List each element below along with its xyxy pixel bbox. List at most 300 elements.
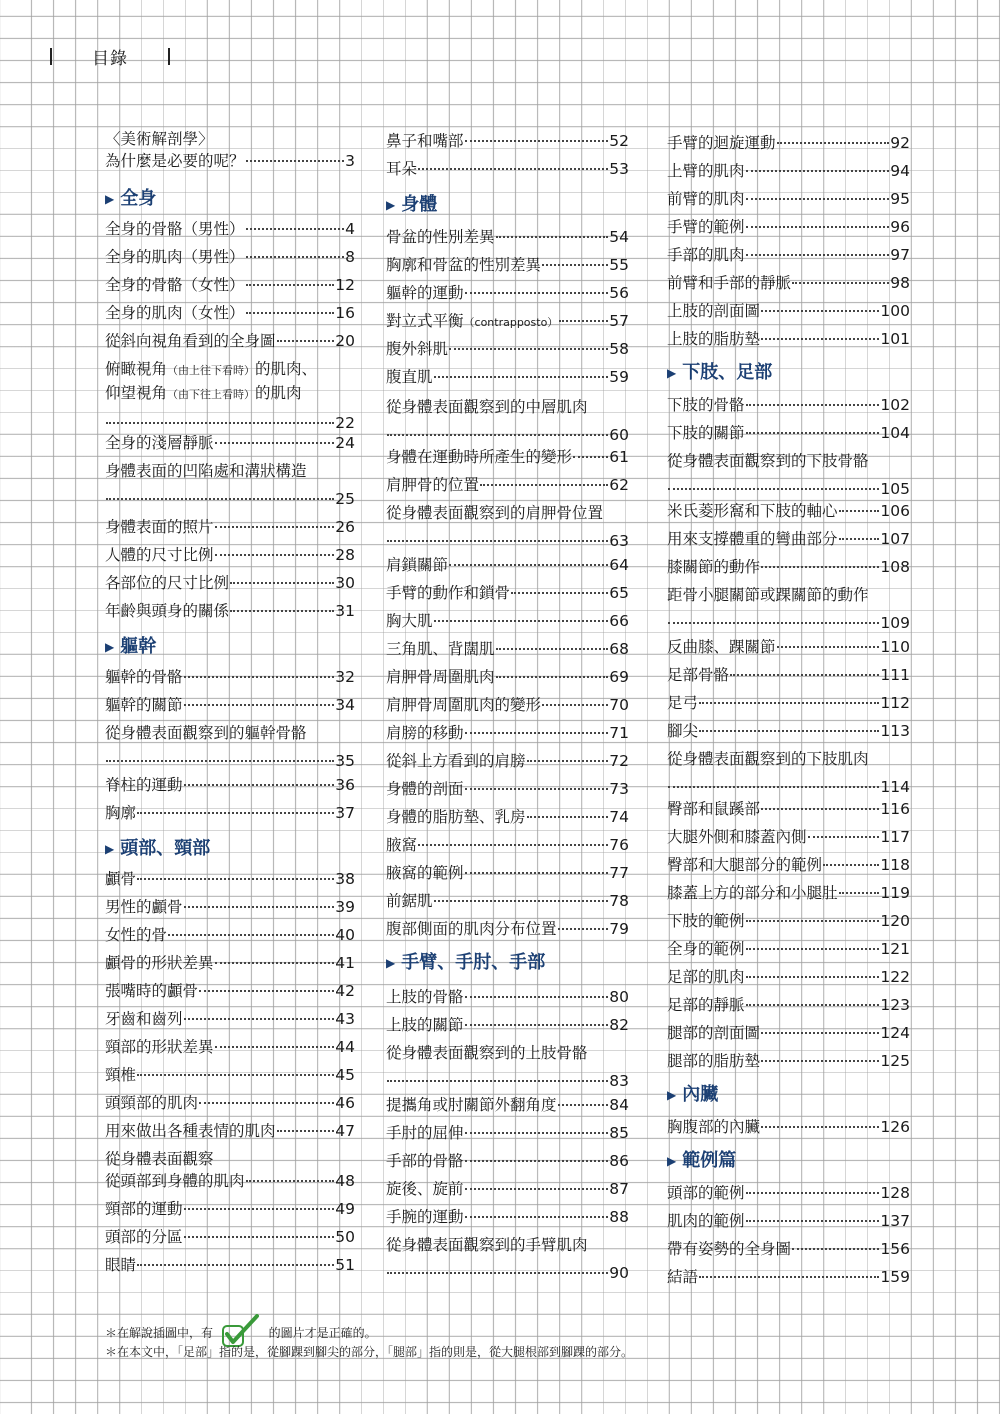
toc-entry xyxy=(667,422,910,444)
toc-entry xyxy=(386,446,629,468)
toc-page-number: 123 xyxy=(880,996,910,1014)
toc-entry-title: 手臂的迴旋運動 xyxy=(667,134,776,152)
toc-page-number: 137 xyxy=(880,1212,910,1230)
toc-entry-line xyxy=(105,544,355,566)
toc-entry xyxy=(105,274,355,296)
toc-entry xyxy=(105,802,355,824)
toc-entry-line xyxy=(105,1036,355,1058)
toc-entry-line xyxy=(105,516,355,538)
toc-entry-title: 臀部和大腿部分的範例 xyxy=(667,856,823,874)
toc-entry-line xyxy=(386,1014,629,1036)
toc-leader-dots xyxy=(449,348,608,350)
toc-page-number: 77 xyxy=(609,864,629,882)
toc-entry xyxy=(105,952,355,974)
toc-section-heading xyxy=(386,194,629,216)
toc-entry-title: 胸大肌 xyxy=(386,612,433,630)
toc-section-heading xyxy=(667,1150,910,1172)
toc-entry-line xyxy=(667,882,910,904)
toc-page-number: 92 xyxy=(890,134,910,152)
toc-entry-title: 前鋸肌 xyxy=(386,892,433,910)
toc-entry xyxy=(667,1210,910,1232)
toc-leader-dots xyxy=(761,566,879,568)
toc-page-number: 82 xyxy=(609,1016,629,1034)
toc-entry-title-line: 從身體表面觀察到的中層肌肉 xyxy=(386,398,588,416)
toc-entry xyxy=(105,694,355,716)
toc-entry-line xyxy=(386,310,629,334)
toc-entry xyxy=(667,1022,910,1044)
toc-entry-title: 足部骨骼 xyxy=(667,666,730,684)
section-label: 頭部、頸部 xyxy=(120,838,211,859)
toc-entry xyxy=(667,556,910,578)
toc-entry-line xyxy=(386,986,629,1008)
toc-entry xyxy=(105,1120,355,1142)
toc-entry xyxy=(386,1042,629,1092)
toc-entry-line xyxy=(386,806,629,828)
toc-entry-title: 從頭部到身體的肌肉 xyxy=(105,1172,245,1190)
toc-page-number: 28 xyxy=(335,546,355,564)
toc-leader-dots xyxy=(558,1104,609,1106)
toc-entry-line xyxy=(667,300,910,322)
toc-entry-line xyxy=(667,1022,910,1044)
toc-entry-line xyxy=(667,1210,910,1232)
toc-leader-dots xyxy=(277,340,335,342)
toc-entry xyxy=(386,1234,629,1284)
toc-page-number: 38 xyxy=(335,870,355,888)
toc-entry-line xyxy=(105,802,355,824)
toc-entry xyxy=(386,986,629,1008)
toc-entry-line xyxy=(386,862,629,884)
toc-entry-title: 女性的骨 xyxy=(105,926,168,944)
toc-entry-line xyxy=(105,432,355,454)
toc-entry-title: 上臂的肌肉 xyxy=(667,162,745,180)
toc-leader-dots xyxy=(106,422,334,424)
toc-entry-title: 年齡與頭身的關係 xyxy=(105,602,230,620)
toc-entry xyxy=(105,924,355,946)
toc-entry-title: 上肢的剖面圖 xyxy=(667,302,761,320)
toc-entry xyxy=(386,254,629,276)
toc-entry xyxy=(386,722,629,744)
toc-page-number: 8 xyxy=(345,248,355,266)
toc-leader-dots xyxy=(434,620,609,622)
toc-entry-title: 結語 xyxy=(667,1268,699,1286)
toc-page-number: 86 xyxy=(609,1152,629,1170)
toc-page-number: 107 xyxy=(880,530,910,548)
triangle-icon: ▶ xyxy=(667,1154,677,1168)
toc-entry-title-line: 從身體表面觀察到的下肢肌肉 xyxy=(667,750,869,768)
triangle-icon: ▶ xyxy=(667,366,677,380)
toc-entry-title: 手部的肌肉 xyxy=(667,246,745,264)
toc-entry xyxy=(667,160,910,182)
toc-entry-line xyxy=(105,412,355,434)
header-bar-left xyxy=(50,48,52,65)
toc-leader-dots xyxy=(184,676,335,678)
toc-leader-dots xyxy=(761,338,879,340)
toc-entry-line xyxy=(667,1050,910,1072)
toc-entry-line xyxy=(105,896,355,918)
toc-leader-dots xyxy=(434,900,609,902)
toc-entry xyxy=(386,396,629,446)
toc-entry-title: 腋窩 xyxy=(386,836,418,854)
triangle-icon: ▶ xyxy=(667,1088,677,1102)
toc-entry-line xyxy=(386,638,629,660)
toc-leader-dots xyxy=(746,170,890,172)
section-label: 全身 xyxy=(120,188,157,209)
toc-entry xyxy=(667,720,910,742)
toc-page-number: 159 xyxy=(880,1268,910,1286)
toc-leader-dots xyxy=(465,788,609,790)
toc-entry-title: 腹外斜肌 xyxy=(386,340,449,358)
toc-entry-line xyxy=(105,666,355,688)
toc-leader-dots xyxy=(215,442,335,444)
toc-leader-dots xyxy=(699,730,879,732)
toc-page-number: 124 xyxy=(880,1024,910,1042)
toc-entry xyxy=(667,300,910,322)
toc-entry-line xyxy=(105,1120,355,1142)
toc-entry-title: 張嘴時的顱骨 xyxy=(105,982,199,1000)
toc-entry xyxy=(386,862,629,884)
toc-entry-line xyxy=(105,600,355,622)
toc-entry-title: 各部位的尺寸比例 xyxy=(105,574,230,592)
toc-entry-line xyxy=(667,826,910,848)
toc-entry-line xyxy=(386,1150,629,1172)
toc-leader-dots xyxy=(668,786,879,788)
toc-entry-line xyxy=(667,692,910,714)
toc-page-number: 65 xyxy=(609,584,629,602)
toc-leader-dots xyxy=(449,564,608,566)
toc-entry-title: 骨盆的性別差異 xyxy=(386,228,495,246)
toc-entry xyxy=(667,966,910,988)
toc-entry-line xyxy=(105,488,355,510)
toc-page-number: 41 xyxy=(335,954,355,972)
toc-page-number: 24 xyxy=(335,434,355,452)
toc-entry-title: 對立式平衡（contrapposto） xyxy=(386,312,559,330)
toc-entry-title-line: 俯瞰視角（由上往下看時）的肌肉、 xyxy=(105,360,318,378)
toc-page-number: 53 xyxy=(609,160,629,178)
toc-entry-title: 反曲膝、踝關節 xyxy=(667,638,776,656)
toc-leader-dots xyxy=(699,1276,879,1278)
toc-entry-title: 顱骨的形狀差異 xyxy=(105,954,214,972)
toc-entry xyxy=(386,638,629,660)
toc-leader-dots xyxy=(199,1102,334,1104)
toc-leader-dots xyxy=(465,732,609,734)
toc-leader-dots xyxy=(746,1220,880,1222)
toc-entry xyxy=(105,516,355,538)
toc-page-number: 84 xyxy=(609,1096,629,1114)
toc-entry xyxy=(667,938,910,960)
toc-page-number: 121 xyxy=(880,940,910,958)
toc-leader-dots xyxy=(246,312,335,314)
toc-entry-line xyxy=(105,246,355,268)
toc-page-number: 30 xyxy=(335,574,355,592)
toc-entry-title: 上肢的骨骼 xyxy=(386,988,464,1006)
toc-entry-line xyxy=(105,572,355,594)
toc-page-number: 68 xyxy=(609,640,629,658)
toc-page-number: 39 xyxy=(335,898,355,916)
toc-entry xyxy=(105,218,355,240)
toc-entry-title: 耳朵 xyxy=(386,160,418,178)
toc-entry-line xyxy=(386,338,629,360)
toc-entry-line xyxy=(667,188,910,210)
toc-entry-title: 上肢的脂肪墊 xyxy=(667,330,761,348)
toc-leader-dots xyxy=(465,1188,609,1190)
toc-section-heading xyxy=(386,952,629,974)
triangle-icon: ▶ xyxy=(105,842,115,856)
toc-entry-line xyxy=(105,1064,355,1086)
toc-entry-line xyxy=(105,750,355,772)
toc-leader-dots xyxy=(387,1080,608,1082)
toc-page-number: 12 xyxy=(335,276,355,294)
toc-entry-line xyxy=(105,150,355,172)
toc-leader-dots xyxy=(230,582,334,584)
toc-entry-title: 身體表面的照片 xyxy=(105,518,214,536)
toc-entry-title: 用來支撐體重的彎曲部分 xyxy=(667,530,838,548)
toc-entry xyxy=(667,394,910,416)
toc-entry-line xyxy=(386,130,629,152)
toc-leader-dots xyxy=(746,948,880,950)
toc-leader-dots xyxy=(137,1074,334,1076)
toc-entry xyxy=(386,750,629,772)
toc-entry-line xyxy=(105,868,355,890)
toc-leader-dots xyxy=(137,812,334,814)
toc-leader-dots xyxy=(746,1192,880,1194)
toc-leader-dots xyxy=(215,526,335,528)
toc-entry-line xyxy=(105,774,355,796)
toc-section-heading xyxy=(105,838,355,860)
toc-entry-line xyxy=(667,500,910,522)
toc-leader-dots xyxy=(465,1024,609,1026)
toc-leader-dots xyxy=(761,310,879,312)
toc-leader-dots xyxy=(184,1208,335,1210)
toc-leader-dots xyxy=(480,484,608,486)
section-label: 身體 xyxy=(401,194,438,215)
toc-page-number: 3 xyxy=(345,152,355,170)
toc-entry-title: 脊柱的運動 xyxy=(105,776,183,794)
toc-leader-dots xyxy=(434,376,609,378)
toc-entry xyxy=(386,1178,629,1200)
toc-page-number: 80 xyxy=(609,988,629,1006)
toc-leader-dots xyxy=(465,1132,609,1134)
toc-entry xyxy=(105,330,355,352)
toc-entry-title: 全身的淺層靜脈 xyxy=(105,434,214,452)
toc-page-number: 36 xyxy=(335,776,355,794)
toc-entry xyxy=(105,980,355,1002)
toc-leader-dots xyxy=(496,676,609,678)
toc-leader-dots xyxy=(792,1248,879,1250)
toc-section-heading xyxy=(667,362,910,384)
toc-entry-title: 肩胛骨的位置 xyxy=(386,476,480,494)
toc-entry-note: （contrapposto） xyxy=(463,316,559,329)
toc-entry xyxy=(105,1254,355,1276)
toc-page-number: 31 xyxy=(335,602,355,620)
toc-entry-line xyxy=(667,216,910,238)
toc-page-number: 56 xyxy=(609,284,629,302)
toc-leader-dots xyxy=(184,784,335,786)
toc-entry xyxy=(386,694,629,716)
toc-entry-line xyxy=(386,722,629,744)
toc-entry xyxy=(386,1122,629,1144)
toc-entry xyxy=(386,310,629,334)
toc-leader-dots xyxy=(184,704,335,706)
toc-entry-title: 軀幹的骨骼 xyxy=(105,668,183,686)
toc-section-heading xyxy=(105,188,355,210)
toc-entry-title: 從斜向視角看到的全身圖 xyxy=(105,332,276,350)
toc-entry xyxy=(667,132,910,154)
toc-entry-title: 全身的範例 xyxy=(667,940,745,958)
toc-entry-title-line: 從身體表面觀察到的下肢骨骼 xyxy=(667,452,869,470)
toc-entry xyxy=(667,328,910,350)
toc-page-number: 72 xyxy=(609,752,629,770)
toc-entry-line xyxy=(667,994,910,1016)
toc-page-number: 70 xyxy=(609,696,629,714)
section-label: 軀幹 xyxy=(120,636,157,657)
toc-entry-line xyxy=(386,918,629,940)
toc-leader-dots xyxy=(246,1180,335,1182)
toc-leader-dots xyxy=(215,554,335,556)
toc-leader-dots xyxy=(746,404,880,406)
toc-entry xyxy=(105,432,355,454)
toc-entry-line xyxy=(386,582,629,604)
toc-leader-dots xyxy=(465,292,609,294)
toc-page-number: 69 xyxy=(609,668,629,686)
toc-entry-title: 大腿外側和膝蓋內側 xyxy=(667,828,807,846)
toc-entry-title: 身體的剖面 xyxy=(386,780,464,798)
toc-leader-dots xyxy=(558,928,609,930)
toc-entry-line xyxy=(386,610,629,632)
toc-entry-title-line: 從身體表面觀察 xyxy=(105,1150,214,1168)
toc-page-number: 88 xyxy=(609,1208,629,1226)
toc-entry xyxy=(386,610,629,632)
toc-entry xyxy=(386,778,629,800)
toc-entry-line xyxy=(667,478,910,500)
toc-entry-title: 手部的骨骼 xyxy=(386,1152,464,1170)
toc-entry-title: 肩鎖關節 xyxy=(386,556,449,574)
toc-entry xyxy=(667,910,910,932)
toc-entry-line xyxy=(105,924,355,946)
toc-entry-line xyxy=(105,302,355,324)
toc-leader-dots xyxy=(761,1126,879,1128)
toc-leader-dots xyxy=(777,142,890,144)
toc-page-number: 85 xyxy=(609,1124,629,1142)
toc-entry-title: 腹部側面的肌肉分布位置 xyxy=(386,920,557,938)
toc-entry-line xyxy=(386,1122,629,1144)
toc-entry-title: 眼睛 xyxy=(105,1256,137,1274)
section-label: 範例篇 xyxy=(682,1150,737,1171)
toc-entry-line xyxy=(667,938,910,960)
toc-page-number: 37 xyxy=(335,804,355,822)
toc-entry-title: 肌肉的範例 xyxy=(667,1212,745,1230)
toc-leader-dots xyxy=(137,1264,334,1266)
toc-entry-line xyxy=(386,424,629,446)
toc-page-number: 78 xyxy=(609,892,629,910)
toc-entry-line xyxy=(105,1254,355,1276)
page-header xyxy=(50,44,170,69)
toc-leader-dots xyxy=(527,760,609,762)
toc-page-number: 63 xyxy=(609,532,629,550)
toc-entry-title-line: 從身體表面觀察到的上肢骨骼 xyxy=(386,1044,588,1062)
toc-entry xyxy=(105,1008,355,1030)
toc-entry-line xyxy=(105,1226,355,1248)
toc-leader-dots xyxy=(465,1160,609,1162)
toc-entry xyxy=(667,216,910,238)
toc-leader-dots xyxy=(746,432,880,434)
toc-page-number: 60 xyxy=(609,426,629,444)
toc-leader-dots xyxy=(668,622,879,624)
toc-entry-line xyxy=(105,952,355,974)
toc-entry xyxy=(386,1094,629,1116)
toc-entry-title: 全身的骨骼（男性） xyxy=(105,220,245,238)
toc-entry-title: 腳尖 xyxy=(667,722,699,740)
toc-entry-title: 用來做出各種表情的肌肉 xyxy=(105,1122,276,1140)
toc-entry-title: 人體的尺寸比例 xyxy=(105,546,214,564)
toc-entry-line xyxy=(386,158,629,180)
toc-leader-dots xyxy=(215,962,335,964)
toc-leader-dots xyxy=(418,844,608,846)
toc-leader-dots xyxy=(465,1216,609,1218)
toc-page-number: 40 xyxy=(335,926,355,944)
toc-entry-title-line: 從身體表面觀察到的肩胛骨位置 xyxy=(386,504,604,522)
toc-leader-dots xyxy=(511,592,608,594)
toc-page-number: 57 xyxy=(609,312,629,330)
toc-entry xyxy=(667,1266,910,1288)
toc-leader-dots xyxy=(387,1272,608,1274)
toc-entry-title-line: 〈美術解剖學〉 xyxy=(105,130,214,148)
toc-entry xyxy=(667,882,910,904)
toc-entry xyxy=(667,826,910,848)
toc-page-number: 59 xyxy=(609,368,629,386)
toc-leader-dots xyxy=(746,1004,880,1006)
toc-entry-line xyxy=(386,666,629,688)
toc-entry xyxy=(105,774,355,796)
toc-entry-line xyxy=(386,226,629,248)
toc-entry-line xyxy=(667,272,910,294)
toc-leader-dots xyxy=(746,920,880,922)
toc-entry-line xyxy=(667,1266,910,1288)
toc-page-number: 43 xyxy=(335,1010,355,1028)
toc-entry-title: 頸椎 xyxy=(105,1066,137,1084)
toc-entry xyxy=(386,666,629,688)
toc-entry-title: 牙齒和齒列 xyxy=(105,1010,183,1028)
section-label: 下肢、足部 xyxy=(682,362,773,383)
toc-leader-dots xyxy=(761,1032,879,1034)
toc-entry xyxy=(667,244,910,266)
toc-entry xyxy=(105,666,355,688)
toc-entry-line xyxy=(667,244,910,266)
toc-entry-title: 頸部的運動 xyxy=(105,1200,183,1218)
toc-leader-dots xyxy=(496,236,609,238)
toc-leader-dots xyxy=(792,282,889,284)
toc-page-number: 120 xyxy=(880,912,910,930)
footnote-1-after: 的圖片才是正確的。 xyxy=(268,1326,377,1340)
toc-page-number: 55 xyxy=(609,256,629,274)
toc-entry-line xyxy=(386,1070,629,1092)
toc-entry-line xyxy=(386,834,629,856)
toc-leader-dots xyxy=(246,228,345,230)
toc-leader-dots xyxy=(527,816,609,818)
toc-page-number: 64 xyxy=(609,556,629,574)
toc-entry-title: 頭頸部的肌肉 xyxy=(105,1094,199,1112)
toc-entry xyxy=(386,582,629,604)
toc-entry-title: 前臂的肌肉 xyxy=(667,190,745,208)
toc-entry-title: 手臂的動作和鎖骨 xyxy=(386,584,511,602)
toc-entry-title: 臀部和鼠蹊部 xyxy=(667,800,761,818)
footnote-2: ＊在本文中，「足部」指的是，從腳踝到腳尖的部分，「腿部」指的則是，從大腿根部到腳踝的部分。 xyxy=(105,1345,634,1359)
toc-entry xyxy=(105,722,355,772)
toc-entry xyxy=(667,500,910,522)
toc-entry xyxy=(667,636,910,658)
toc-entry xyxy=(667,994,910,1016)
toc-entry xyxy=(667,1182,910,1204)
toc-entry-title: 顱骨 xyxy=(105,870,137,888)
